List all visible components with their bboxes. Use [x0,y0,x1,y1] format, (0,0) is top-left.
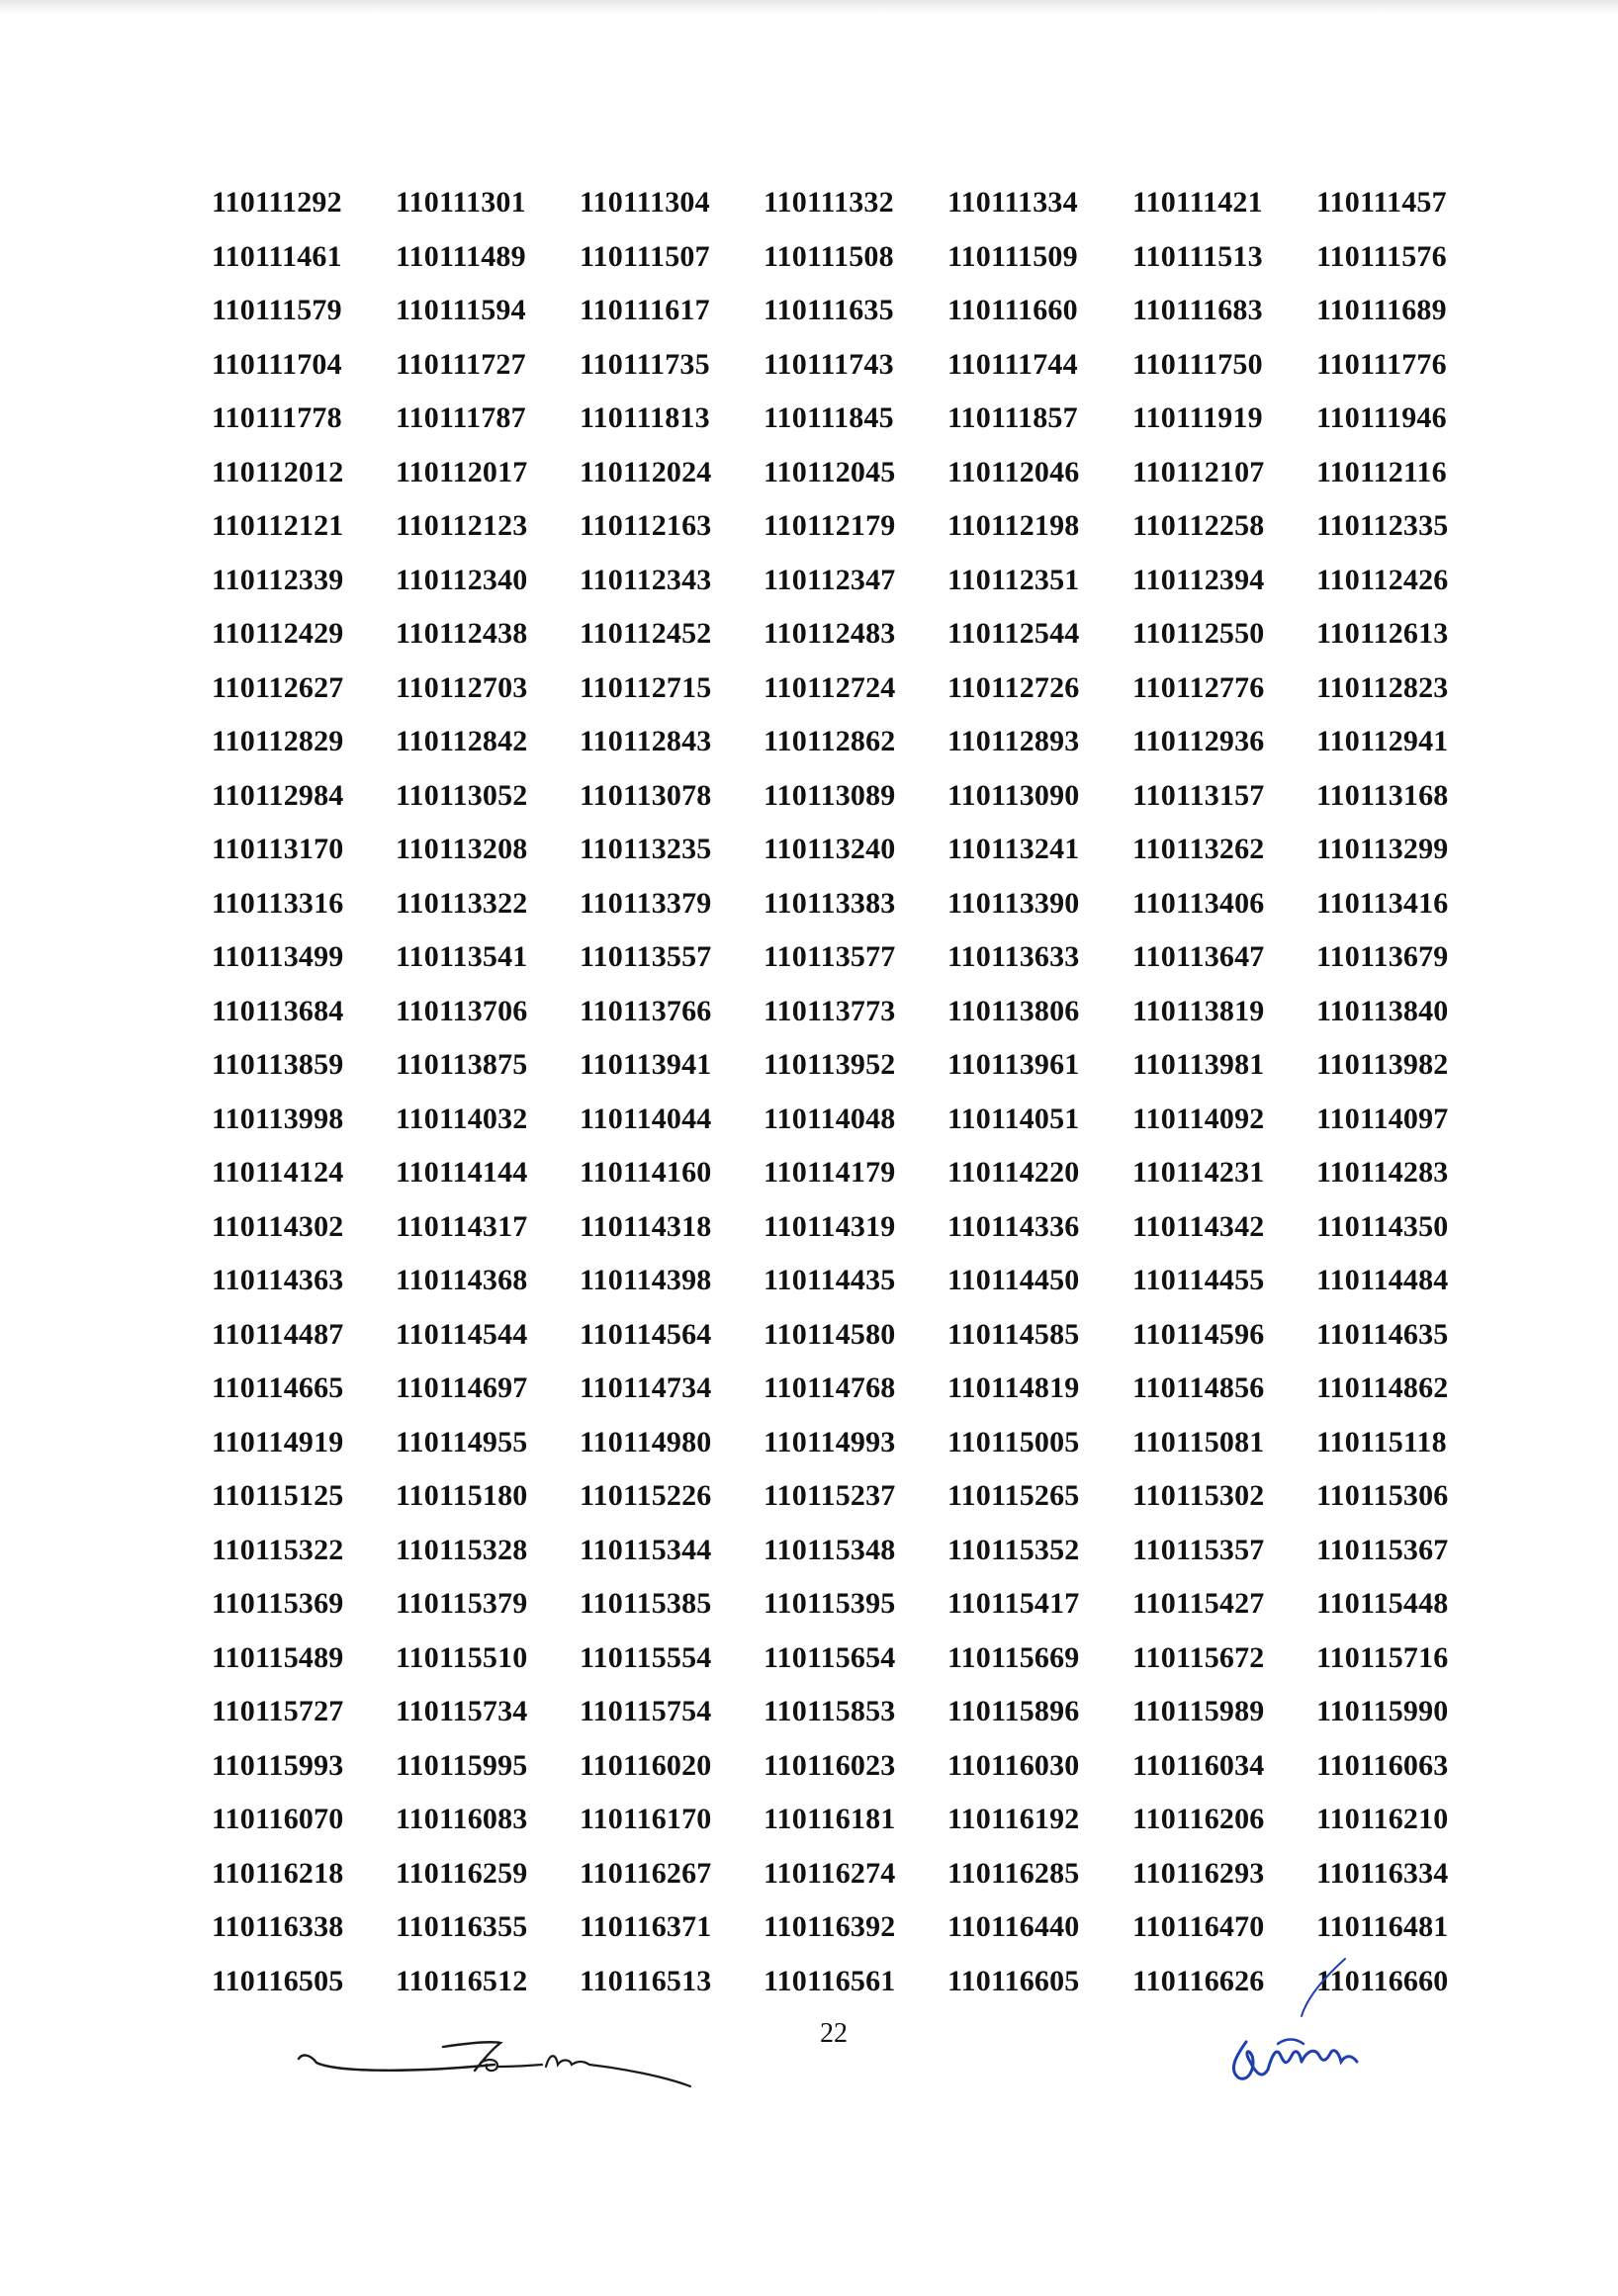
roll-number-cell: 110114051 [947,1102,1080,1135]
roll-number-cell: 110111301 [396,186,526,220]
roll-number-cell: 110116181 [764,1803,896,1836]
roll-number-cell: 110113819 [1132,994,1265,1027]
roll-number-cell: 110112347 [764,563,896,596]
roll-number-cell: 110112483 [764,617,896,651]
roll-number-cell: 110115993 [212,1748,344,1782]
roll-number-cell: 110111776 [1316,347,1447,381]
roll-number-cell: 110115489 [212,1640,344,1674]
roll-number-cell: 110116392 [764,1910,896,1944]
roll-number-cell: 110112724 [764,670,896,704]
roll-number-cell: 110114734 [580,1371,712,1405]
roll-number-cell: 110115554 [580,1640,712,1674]
roll-number-cell: 110114484 [1316,1264,1449,1297]
roll-number-cell: 110115005 [947,1425,1080,1458]
page-number: 22 [820,2018,848,2049]
roll-number-cell: 110111513 [1132,239,1263,273]
roll-number-cell: 110116034 [1132,1748,1265,1782]
roll-number-cell: 110111332 [764,186,894,220]
roll-number-cell: 110111421 [1132,186,1263,220]
roll-number-cell: 110111689 [1316,294,1447,327]
roll-number-cell: 110111704 [212,347,342,381]
roll-number-cell: 110115853 [764,1695,896,1728]
roll-number-cell: 110116170 [580,1803,712,1836]
roll-number-cell: 110114635 [1316,1317,1449,1351]
roll-number-cell: 110115654 [764,1640,896,1674]
roll-number-cell: 110111509 [947,239,1078,273]
roll-number-cell: 110114179 [764,1156,896,1190]
roll-number-cell: 110112163 [580,509,712,543]
roll-number-cell: 110112123 [396,509,528,543]
roll-number-cell: 110114302 [212,1209,344,1243]
roll-number-cell: 110113383 [764,886,896,920]
roll-number-cell: 110112941 [1316,725,1449,758]
roll-number-cell: 110114398 [580,1264,712,1297]
roll-number-cell: 110113679 [1316,940,1449,974]
roll-number-cell: 110113647 [1132,940,1265,974]
roll-number-cell: 110115417 [947,1587,1080,1621]
roll-number-cell: 110111813 [580,401,710,435]
roll-number-cell: 110113961 [947,1048,1080,1082]
roll-number-cell: 110113157 [1132,778,1265,812]
roll-number-cell: 110112179 [764,509,896,543]
roll-number-cell: 110112012 [212,455,344,488]
roll-number-cell: 110111635 [764,294,894,327]
roll-number-cell: 110116210 [1316,1803,1449,1836]
roll-number-cell: 110112107 [1132,455,1265,488]
roll-number-cell: 110112335 [1316,509,1449,543]
roll-number-cell: 110113982 [1316,1048,1449,1082]
roll-number-cell: 110114144 [396,1156,528,1190]
roll-number-cell: 110112715 [580,670,712,704]
roll-number-cell: 110114862 [1316,1371,1449,1405]
roll-number-cell: 110116440 [947,1910,1080,1944]
roll-number-cell: 110112544 [947,617,1080,651]
roll-number-cell: 110112046 [947,455,1080,488]
roll-number-cell: 110114319 [764,1209,896,1243]
roll-number-cell: 110112351 [947,563,1080,596]
roll-number-cell: 110116371 [580,1910,712,1944]
roll-number-cell: 110116334 [1316,1856,1449,1890]
roll-number-cell: 110114585 [947,1317,1080,1351]
roll-number-cell: 110114955 [396,1425,528,1458]
roll-number-cell: 110115448 [1316,1587,1449,1621]
roll-number-cell: 110114819 [947,1371,1080,1405]
roll-number-cell: 110113541 [396,940,528,974]
roll-number-cell: 110112343 [580,563,712,596]
roll-number-cell: 110116481 [1316,1910,1449,1944]
roll-number-cell: 110115265 [947,1479,1080,1513]
page-top-edge [0,0,1618,14]
roll-number-cell: 110114048 [764,1102,896,1135]
roll-number-cell: 110111579 [212,294,342,327]
roll-number-cell: 110114368 [396,1264,528,1297]
roll-number-cell: 110113577 [764,940,896,974]
roll-number-cell: 110112862 [764,725,896,758]
roll-number-cell: 110113090 [947,778,1080,812]
roll-number-cell: 110114580 [764,1317,896,1351]
roll-number-cell: 110114564 [580,1317,712,1351]
roll-number-cell: 110112843 [580,725,712,758]
roll-number-cell: 110116355 [396,1910,528,1944]
roll-number-cell: 110114044 [580,1102,712,1135]
roll-number-cell: 110115896 [947,1695,1080,1728]
roll-number-cell: 110114856 [1132,1371,1265,1405]
roll-number-cell: 110113416 [1316,886,1449,920]
roll-number-cell: 110113390 [947,886,1080,920]
roll-number-cell: 110116259 [396,1856,528,1890]
roll-number-cell: 110116070 [212,1803,344,1836]
roll-number-cell: 110116626 [1132,1964,1265,1997]
roll-number-cell: 110111743 [764,347,894,381]
roll-number-cell: 110116285 [947,1856,1080,1890]
roll-number-cell: 110114342 [1132,1209,1265,1243]
roll-number-cell: 110116030 [947,1748,1080,1782]
roll-number-cell: 110111304 [580,186,710,220]
roll-number-cell: 110113557 [580,940,712,974]
roll-number-cell: 110114231 [1132,1156,1265,1190]
roll-number-cell: 110112703 [396,670,528,704]
roll-number-cell: 110111292 [212,186,342,220]
roll-number-cell: 110115302 [1132,1479,1265,1513]
roll-number-cell: 110116218 [212,1856,344,1890]
roll-number-cell: 110112258 [1132,509,1265,543]
roll-number-cell: 110116267 [580,1856,712,1890]
roll-number-cell: 110112936 [1132,725,1265,758]
roll-number-cell: 110111727 [396,347,526,381]
roll-number-cell: 110114363 [212,1264,344,1297]
roll-number-cell: 110114596 [1132,1317,1265,1351]
signature-right-icon [1216,1953,1385,2101]
roll-number-cell: 110112823 [1316,670,1449,704]
roll-number-cell: 110113170 [212,833,344,866]
roll-number-cell: 110113952 [764,1048,896,1082]
roll-number-cell: 110111845 [764,401,894,435]
roll-number-cell: 110115357 [1132,1533,1265,1566]
roll-number-cell: 110116023 [764,1748,896,1782]
roll-number-cell: 110112394 [1132,563,1265,596]
roll-number-cell: 110114665 [212,1371,344,1405]
roll-number-cell: 110116063 [1316,1748,1449,1782]
roll-number-cell: 110111857 [947,401,1078,435]
roll-number-cell: 110113078 [580,778,712,812]
roll-number-cell: 110111617 [580,294,710,327]
roll-number-cell: 110113859 [212,1048,344,1082]
roll-number-cell: 110116470 [1132,1910,1265,1944]
roll-number-cell: 110111660 [947,294,1078,327]
roll-number-cell: 110115367 [1316,1533,1449,1566]
roll-number-cell: 110111489 [396,239,526,273]
roll-number-cell: 110113806 [947,994,1080,1027]
roll-number-cell: 110116561 [764,1964,896,1997]
roll-number-cell: 110115306 [1316,1479,1449,1513]
roll-number-cell: 110113499 [212,940,344,974]
roll-number-cell: 110115510 [396,1640,528,1674]
roll-number-cell: 110115328 [396,1533,528,1566]
roll-number-cell: 110114092 [1132,1102,1265,1135]
roll-number-cell: 110115734 [396,1695,528,1728]
roll-number-cell: 110112017 [396,455,528,488]
roll-number-cell: 110111457 [1316,186,1447,220]
roll-number-cell: 110116505 [212,1964,344,1997]
roll-number-cell: 110115989 [1132,1695,1265,1728]
roll-number-cell: 110113299 [1316,833,1449,866]
roll-number-cell: 110111594 [396,294,526,327]
roll-number-cell: 110112613 [1316,617,1449,651]
roll-number-cell: 110113235 [580,833,712,866]
roll-number-cell: 110115395 [764,1587,896,1621]
roll-number-cell: 110113981 [1132,1048,1265,1082]
roll-number-cell: 110112550 [1132,617,1265,651]
roll-number-cell: 110114450 [947,1264,1080,1297]
roll-number-cell: 110113168 [1316,778,1449,812]
roll-number-cell: 110116083 [396,1803,528,1836]
roll-number-cell: 110113406 [1132,886,1265,920]
roll-number-cell: 110112116 [1316,455,1447,488]
roll-number-cell: 110111750 [1132,347,1263,381]
roll-number-cell: 110112339 [212,563,344,596]
roll-number-cell: 110116513 [580,1964,712,1997]
roll-number-cell: 110114097 [1316,1102,1449,1135]
roll-number-cell: 110113052 [396,778,528,812]
roll-number-cell: 110115322 [212,1533,344,1566]
roll-number-cell: 110115385 [580,1587,712,1621]
roll-number-cell: 110113262 [1132,833,1265,866]
roll-number-cell: 110116206 [1132,1803,1265,1836]
roll-number-cell: 110112984 [212,778,344,812]
roll-number-cell: 110115348 [764,1533,896,1566]
roll-number-cell: 110114768 [764,1371,896,1405]
roll-number-cell: 110111507 [580,239,710,273]
roll-number-cell: 110113322 [396,886,528,920]
roll-number-cell: 110112121 [212,509,344,543]
roll-number-cell: 110112842 [396,725,528,758]
roll-number-cell: 110112627 [212,670,344,704]
roll-number-cell: 110116605 [947,1964,1080,1997]
roll-number-cell: 110112024 [580,455,712,488]
roll-number-cell: 110114032 [396,1102,528,1135]
roll-number-cell: 110113208 [396,833,528,866]
roll-number-cell: 110113773 [764,994,896,1027]
roll-number-cell: 110111576 [1316,239,1447,273]
roll-number-cell: 110111744 [947,347,1078,381]
roll-number-cell: 110113840 [1316,994,1449,1027]
roll-number-cell: 110115118 [1316,1425,1447,1458]
roll-number-cell: 110116192 [947,1803,1080,1836]
roll-number-cell: 110112726 [947,670,1080,704]
roll-number-cell: 110113240 [764,833,896,866]
roll-number-cell: 110116660 [1316,1964,1449,1997]
roll-number-cell: 110114318 [580,1209,712,1243]
roll-number-cell: 110114336 [947,1209,1080,1243]
roll-number-cell: 110115716 [1316,1640,1449,1674]
roll-number-cell: 110112776 [1132,670,1265,704]
roll-number-cell: 110116293 [1132,1856,1265,1890]
roll-number-cell: 110115427 [1132,1587,1265,1621]
roll-number-cell: 110113998 [212,1102,344,1135]
roll-number-cell: 110115125 [212,1479,344,1513]
roll-number-cell: 110115237 [764,1479,896,1513]
roll-number-cell: 110115081 [1132,1425,1265,1458]
roll-number-cell: 110115995 [396,1748,528,1782]
roll-number-cell: 110113316 [212,886,344,920]
roll-number-grid [212,176,1497,2008]
roll-number-cell: 110112340 [396,563,528,596]
roll-number-cell: 110113633 [947,940,1080,974]
roll-number-cell: 110115180 [396,1479,528,1513]
roll-number-cell: 110114350 [1316,1209,1449,1243]
roll-number-cell: 110111508 [764,239,894,273]
roll-number-cell: 110112045 [764,455,896,488]
roll-number-cell: 110115379 [396,1587,528,1621]
roll-number-cell: 110114544 [396,1317,528,1351]
roll-number-cell: 110112438 [396,617,528,651]
roll-number-cell: 110111683 [1132,294,1263,327]
roll-number-cell: 110114124 [212,1156,344,1190]
roll-number-cell: 110116274 [764,1856,896,1890]
roll-number-cell: 110111919 [1132,401,1263,435]
roll-number-cell: 110113379 [580,886,712,920]
roll-number-cell: 110111334 [947,186,1078,220]
roll-number-cell: 110111735 [580,347,710,381]
roll-number-cell: 110111946 [1316,401,1447,435]
roll-number-cell: 110111787 [396,401,526,435]
roll-number-cell: 110114283 [1316,1156,1449,1190]
roll-number-cell: 110112452 [580,617,712,651]
roll-number-cell: 110115990 [1316,1695,1449,1728]
roll-number-cell: 110116020 [580,1748,712,1782]
roll-number-cell: 110114919 [212,1425,344,1458]
roll-number-cell: 110114160 [580,1156,712,1190]
roll-number-cell: 110114993 [764,1425,896,1458]
roll-number-cell: 110114220 [947,1156,1080,1190]
roll-number-cell: 110113684 [212,994,344,1027]
roll-number-cell: 110115226 [580,1479,712,1513]
roll-number-cell: 110114435 [764,1264,896,1297]
roll-number-cell: 110115754 [580,1695,712,1728]
roll-number-cell: 110115352 [947,1533,1080,1566]
roll-number-cell: 110114487 [212,1317,344,1351]
roll-number-cell: 110114697 [396,1371,528,1405]
roll-number-cell: 110113706 [396,994,528,1027]
roll-number-cell: 110114980 [580,1425,712,1458]
roll-number-cell: 110113241 [947,833,1080,866]
roll-number-cell: 110112198 [947,509,1080,543]
roll-number-cell: 110115369 [212,1587,344,1621]
roll-number-cell: 110111461 [212,239,342,273]
roll-number-cell: 110116338 [212,1910,344,1944]
roll-number-cell: 110115727 [212,1695,344,1728]
roll-number-cell: 110115344 [580,1533,712,1566]
roll-number-cell: 110112829 [212,725,344,758]
roll-number-cell: 110113875 [396,1048,528,1082]
roll-number-cell: 110114317 [396,1209,528,1243]
roll-number-cell: 110116512 [396,1964,528,1997]
roll-number-cell: 110113941 [580,1048,712,1082]
roll-number-cell: 110112429 [212,617,344,651]
signature-left-icon [297,2037,712,2096]
roll-number-cell: 110112893 [947,725,1080,758]
roll-number-cell: 110113089 [764,778,896,812]
roll-number-cell: 110114455 [1132,1264,1265,1297]
roll-number-cell: 110115669 [947,1640,1080,1674]
roll-number-cell: 110113766 [580,994,712,1027]
roll-number-cell: 110111778 [212,401,342,435]
roll-number-cell: 110112426 [1316,563,1449,596]
roll-number-cell: 110115672 [1132,1640,1265,1674]
